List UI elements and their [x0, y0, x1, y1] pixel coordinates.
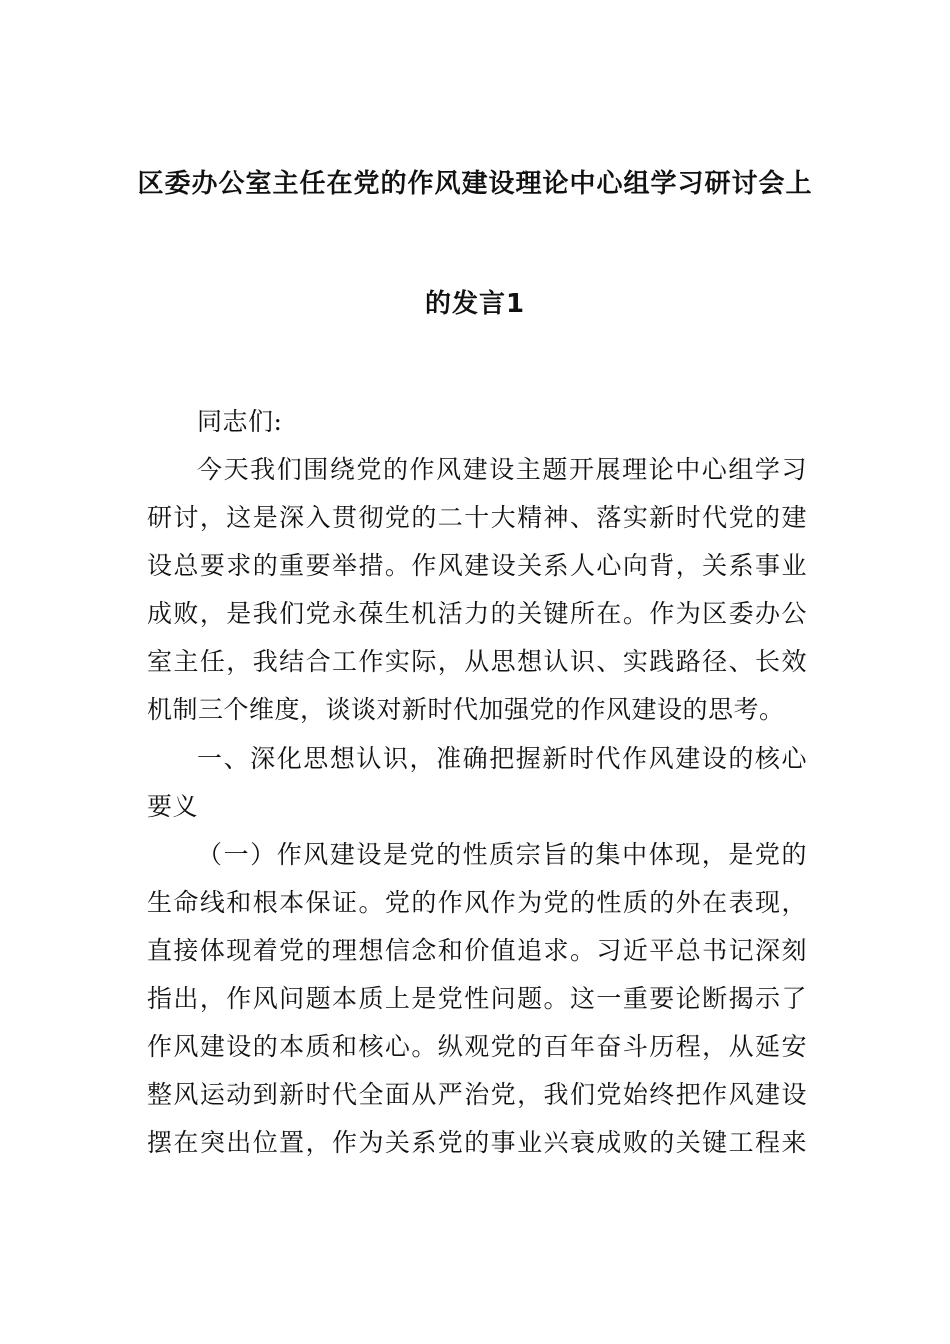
body-line: 整风运动到新时代全面从严治党，我们党始终把作风建设: [147, 1080, 807, 1109]
body-line: 研讨，这是深入贯彻党的二十大精神、落实新时代党的建: [147, 503, 807, 532]
body-line: 机制三个维度，谈谈对新时代加强党的作风建设的思考。: [147, 695, 785, 724]
section-heading-line: 要义: [147, 792, 199, 821]
document-title-line-2: 的发言1: [424, 289, 526, 319]
body-line: （一）作风建设是党的性质宗旨的集中体现，是党的: [197, 840, 807, 869]
body-line: 指出，作风问题本质上是党性问题。这一重要论断揭示了: [147, 984, 807, 1013]
body-line: 作风建设的本质和核心。纵观党的百年奋斗历程，从延安: [147, 1032, 807, 1061]
section-heading-line: 一、深化思想认识，准确把握新时代作风建设的核心: [197, 744, 807, 773]
document-title-line-1: 区委办公室主任在党的作风建设理论中心组学习研讨会上: [137, 169, 813, 199]
body-line: 成败，是我们党永葆生机活力的关键所在。作为区委办公: [147, 599, 807, 628]
body-line: 设总要求的重要举措。作风建设关系人心向背，关系事业: [147, 551, 807, 580]
body-line: 生命线和根本保证。党的作风作为党的性质的外在表现，: [147, 888, 807, 917]
body-line: 今天我们围绕党的作风建设主题开展理论中心组学习: [197, 455, 807, 484]
body-line: 室主任，我结合工作实际，从思想认识、实践路径、长效: [147, 647, 807, 676]
body-line: 摆在突出位置，作为关系党的事业兴衰成败的关键工程来: [147, 1128, 807, 1157]
body-line: 直接体现着党的理想信念和价值追求。习近平总书记深刻: [147, 936, 807, 965]
salutation: 同志们:: [197, 407, 283, 436]
